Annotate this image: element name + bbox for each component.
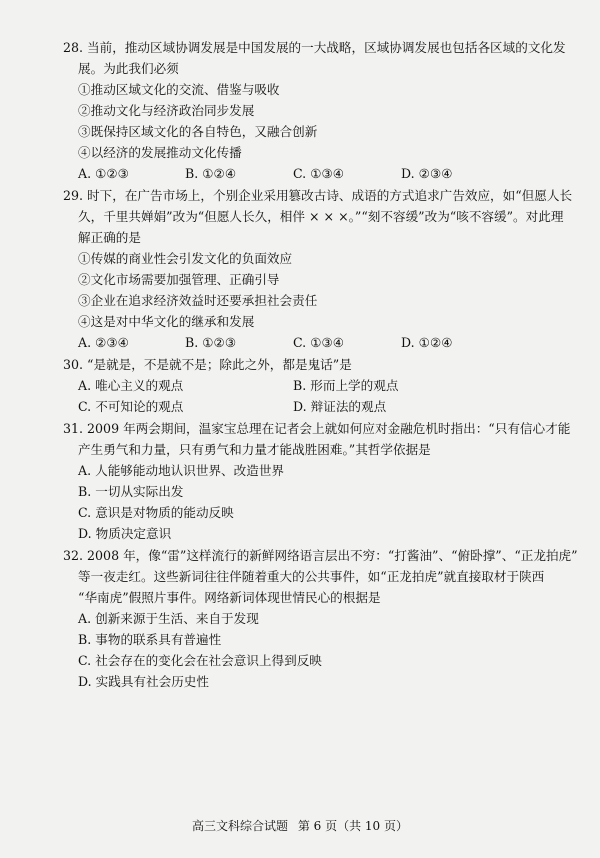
q31-option-c: C. 意识是对物质的能动反映 bbox=[78, 505, 234, 520]
q28-option-b: B. ①②④ bbox=[185, 166, 237, 181]
q30-option-b: B. 形而上学的观点 bbox=[293, 378, 399, 393]
q29-option-c: C. ①③④ bbox=[293, 335, 345, 350]
q28-statement-4: ④以经济的发展推动文化传播 bbox=[78, 145, 242, 160]
q31-stem-line2: 产生勇气和力量，只有勇气和力量才能战胜困难。”其哲学依据是 bbox=[78, 442, 431, 457]
q29-option-d: D. ①②④ bbox=[401, 335, 453, 350]
q29-statement-1: ①传媒的商业性会引发文化的负面效应 bbox=[78, 251, 293, 266]
q28-stem-line1: 28. 当前，推动区域协调发展是中国发展的一大战略，区域协调发展也包括各区域的文化发 bbox=[63, 40, 566, 55]
q28-statement-3: ③既保持区域文化的各自特色，又融合创新 bbox=[78, 124, 318, 139]
q29-statement-4: ④这是对中华文化的继承和发展 bbox=[78, 314, 255, 329]
q29-stem-line2: 久，千里共婵娟”改为“但愿人长久，相伴 × × ×。”“刻不容缓”改为“咳不容缓”。对此理 bbox=[78, 209, 564, 224]
q28-option-d: D. ②③④ bbox=[401, 166, 453, 181]
q31-option-d: D. 物质决定意识 bbox=[78, 526, 172, 541]
q28-statement-2: ②推动文化与经济政治同步发展 bbox=[78, 103, 255, 118]
q32-option-b: B. 事物的联系具有普遍性 bbox=[78, 632, 222, 647]
q31-option-a: A. 人能够能动地认识世界、改造世界 bbox=[78, 463, 285, 478]
q31-option-b: B. 一切从实际出发 bbox=[78, 484, 184, 499]
q32-option-c: C. 社会存在的变化会在社会意识上得到反映 bbox=[78, 653, 322, 668]
q32-option-a: A. 创新来源于生活、来自于发现 bbox=[78, 611, 259, 626]
q30-option-c: C. 不可知论的观点 bbox=[78, 399, 184, 414]
q28-option-a: A. ①②③ bbox=[78, 166, 129, 181]
q28-statement-1: ①推动区域文化的交流、借鉴与吸收 bbox=[78, 82, 280, 97]
q30-option-a: A. 唯心主义的观点 bbox=[78, 378, 184, 393]
q32-option-d: D. 实践具有社会历史性 bbox=[78, 674, 209, 689]
q29-stem-line3: 解正确的是 bbox=[78, 230, 141, 245]
q32-stem-line3: “华南虎”假照片事件。网络新词体现世情民心的根据是 bbox=[78, 590, 381, 605]
q29-option-b: B. ①②③ bbox=[185, 335, 237, 350]
q30-option-d: D. 辩证法的观点 bbox=[293, 399, 387, 414]
q31-stem-line1: 31. 2009 年两会期间，温家宝总理在记者会上就如何应对金融危机时指出：“只有信心才能 bbox=[63, 421, 571, 436]
q32-stem-line2: 等一夜走红。这些新词往往伴随着重大的公共事件，如“正龙拍虎”就直接取材于陕西 bbox=[78, 569, 545, 584]
q29-stem-line1: 29. 时下，在广告市场上，个别企业采用篡改古诗、成语的方式追求广告效应，如“但愿人长 bbox=[63, 188, 573, 203]
q29-statement-2: ②文化市场需要加强管理、正确引导 bbox=[78, 272, 280, 287]
footer-subject: 高三文科综合试题 bbox=[191, 819, 288, 833]
q28-option-c: C. ①③④ bbox=[293, 166, 345, 181]
footer-page-number: 第 6 页（共 10 页） bbox=[297, 819, 408, 833]
page-footer bbox=[0, 817, 600, 834]
q29-statement-3: ③企业在追求经济效益时还要承担社会责任 bbox=[78, 293, 318, 308]
q28-stem-line2: 展。为此我们必须 bbox=[78, 61, 179, 76]
q32-stem-line1: 32. 2008 年，像“雷”这样流行的新鲜网络语言层出不穷：“打酱油”、“俯卧撑”、“正龙拍虎” bbox=[63, 548, 578, 563]
q29-option-a: A. ②③④ bbox=[78, 335, 129, 350]
q30-stem-line1: 30. “是就是，不是就不是；除此之外，都是鬼话”是 bbox=[63, 357, 352, 372]
